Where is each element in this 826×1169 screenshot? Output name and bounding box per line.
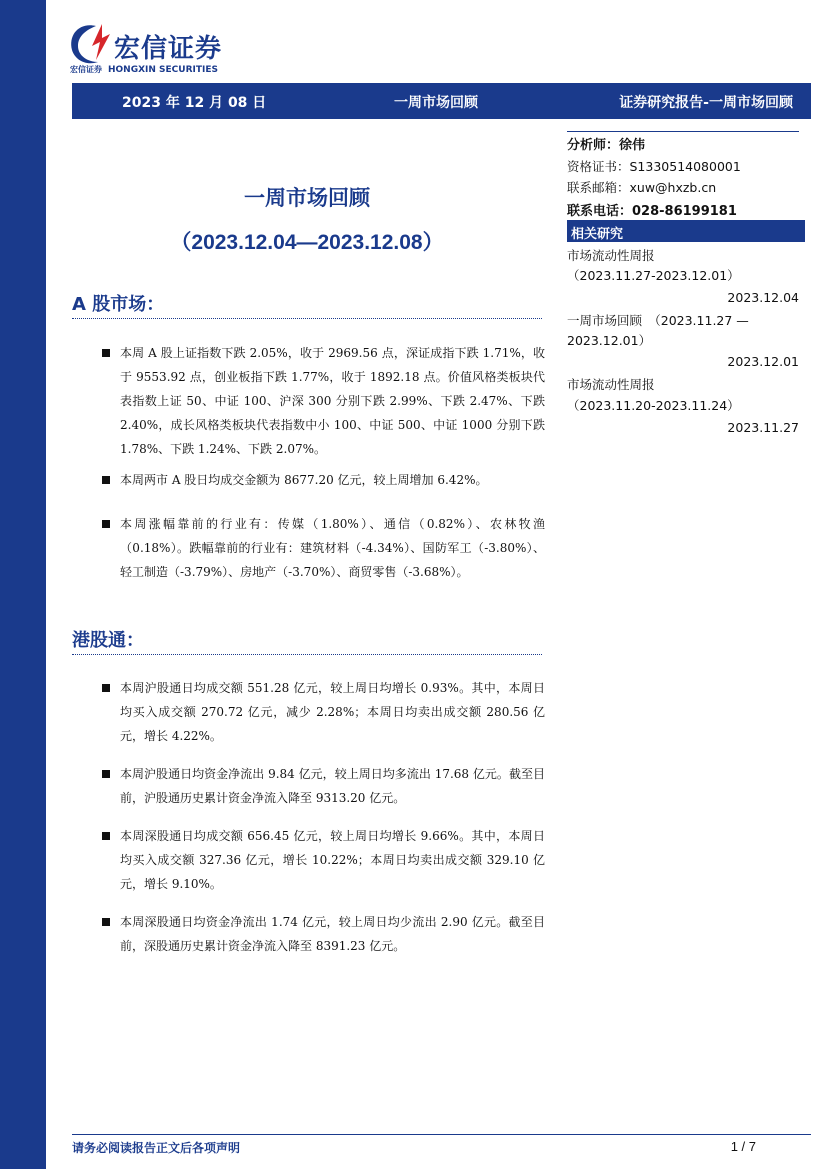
analyst-name: 分析师：徐伟: [567, 138, 646, 153]
related-report-item[interactable]: [567, 311, 799, 371]
report-date: 2023 年 12 月 08 日: [122, 95, 267, 111]
logo-sub-en: HONGXIN SECURITIES: [108, 65, 218, 75]
related-report-period: （2023.11.20-2023.11.24）: [567, 398, 740, 413]
related-research-header: 相关研究: [567, 220, 805, 242]
bullet-square-icon: [102, 832, 110, 840]
logo-mark-icon: [66, 20, 112, 68]
left-sidebar-band: [0, 0, 61, 1169]
analyst-email: 联系邮箱：xuw@hxzb.cn: [567, 180, 717, 195]
related-report-title: 市场流动性周报: [567, 248, 655, 263]
related-report-date: 2023.12.04: [727, 290, 799, 305]
report-type: 一周市场回顾: [394, 95, 478, 111]
bullet-square-icon: [102, 918, 110, 926]
company-logo: [66, 20, 266, 76]
analyst-license: 资格证书：S1330514080001: [567, 159, 741, 174]
bullet-square-icon: [102, 520, 110, 528]
section-heading-a-share: A 股市场：: [72, 294, 165, 315]
paragraph: 本周沪股通日均资金净流出 9.84 亿元，较上周日均多流出 17.68 亿元。截至目前，沪股通历史累计资金净流入降至 9313.20 亿元。: [102, 762, 545, 810]
logo-chinese-name: 宏信证券: [114, 34, 223, 64]
page-subtitle: （2023.12.04—2023.12.08）: [170, 231, 444, 254]
paragraph: 本周沪股通日均成交额 551.28 亿元，较上周日均增长 0.93%。其中，本周日均买入成交额 270.72 亿元，减少 2.28%；本周日均卖出成交额 280.56 亿元，增长 4.22%。: [102, 676, 545, 748]
related-report-period: （2023.11.27-2023.12.01）: [567, 268, 740, 283]
bullet-square-icon: [102, 349, 110, 357]
sidebar-vertical-text: 市场研究·一周市场回顾·证券研究报告: [45, 94, 61, 327]
related-report-period: 2023.12.01）: [567, 333, 652, 348]
logo-subtitle: [70, 64, 218, 75]
analyst-phone: 联系电话：028-86199181: [567, 204, 737, 219]
related-report-date: 2023.12.01: [727, 354, 799, 369]
bullet-square-icon: [102, 684, 110, 692]
related-report-item[interactable]: [567, 375, 799, 435]
page-title: 一周市场回顾: [244, 186, 370, 210]
logo-sub-cn: 宏信证券: [70, 65, 102, 74]
paragraph: 本周深股通日均资金净流出 1.74 亿元，较上周日均少流出 2.90 亿元。截至目前，深股通历史累计资金净流入降至 8391.23 亿元。: [102, 910, 545, 958]
bullet-square-icon: [102, 476, 110, 484]
paragraph: 本周深股通日均成交额 656.45 亿元，较上周日均增长 9.66%。其中，本周日均买入成交额 327.36 亿元，增长 10.22%；本周日均卖出成交额 329.10 亿元，增长 9.10%。: [102, 824, 545, 896]
report-category: 证券研究报告-一周市场回顾: [619, 95, 793, 111]
page-number: 1 / 7: [730, 1139, 756, 1154]
footer-disclaimer: 请务必阅读报告正文后各项声明: [72, 1141, 241, 1155]
section-heading-hk-connect: 港股通：: [72, 630, 144, 651]
footer-divider: [72, 1134, 811, 1135]
related-report-date: 2023.11.27: [727, 420, 799, 435]
bullet-square-icon: [102, 770, 110, 778]
header-bar: [72, 83, 811, 119]
paragraph: 本周涨幅靠前的行业有：传媒（1.80%）、通信（0.82%）、农林牧渔（0.18%）。跌幅靠前的行业有：建筑材料（-4.34%）、国防军工（-3.80%）、轻工制造（-3.79%）、房地产（-3.70%）、商贸零售（-3.68%）。: [102, 512, 545, 584]
analyst-divider: [567, 131, 799, 132]
related-report-title: 一周市场回顾 （2023.11.27 —: [567, 313, 749, 328]
related-report-title: 市场流动性周报: [567, 377, 655, 392]
section-divider: [72, 654, 542, 655]
section-divider: [72, 318, 542, 319]
paragraph: 本周两市 A 股日均成交金额为 8677.20 亿元，较上周增加 6.42%。: [102, 468, 545, 492]
paragraph: 本周 A 股上证指数下跌 2.05%，收于 2969.56 点，深证成指下跌 1.71%，收于 9553.92 点，创业板指下跌 1.77%，收于 1892.18 点。价值风格类板块代表指数上证 50、中证 100、沪深 300 分别下跌 2.99%、下跌 2.47%、下跌 2.40%，成长风格类板块代表指数中小 100、中证 500、中证 1000 分别下跌 1.78%、下跌 1.24%、下跌 2.07%。: [102, 341, 545, 461]
related-report-item[interactable]: [567, 246, 799, 306]
